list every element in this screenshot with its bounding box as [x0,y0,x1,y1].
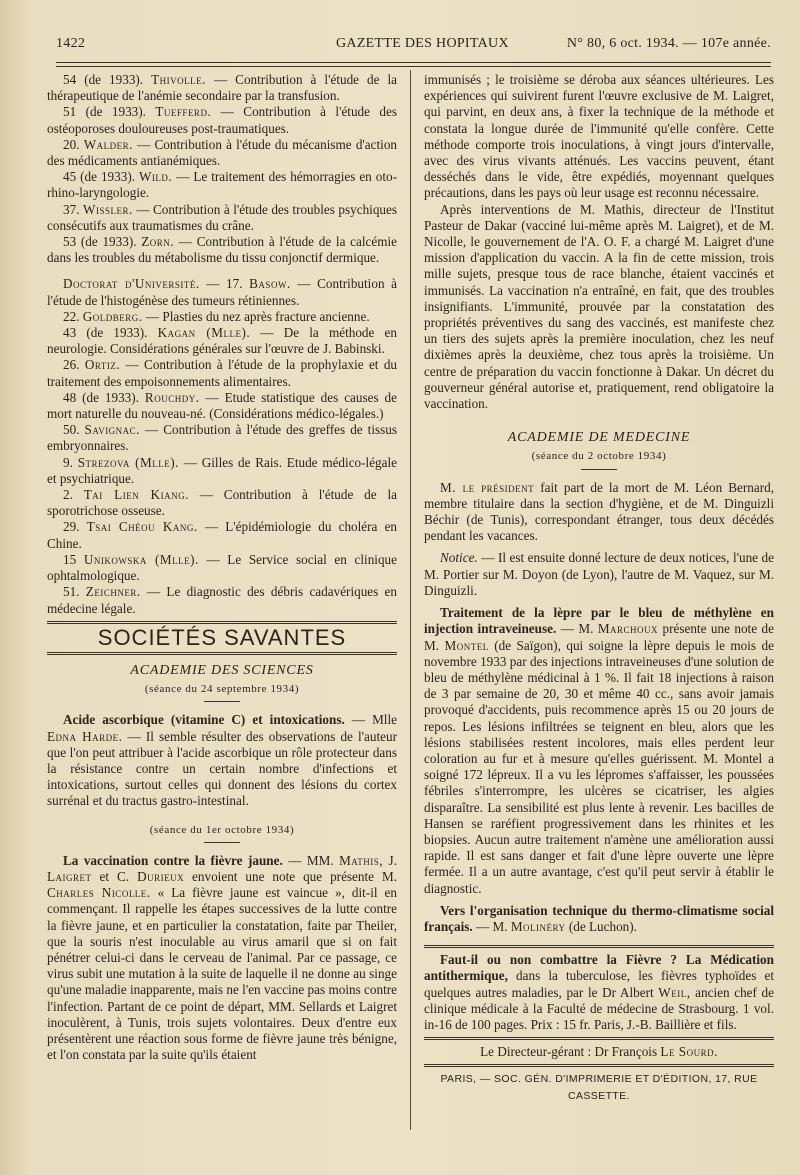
thesis-entry: 51 (de 1933). Tuefferd. — Contribution à l'étude des ostéoporoses douloureuses post-traumatiques. [47,104,398,136]
thesis-entry: 54 (de 1933). Thivolle. — Contribution à l'étude de la thérapeutique de l'anémie secondaire par la transfusion. [47,72,397,104]
section-rule [424,945,774,948]
thesis-entry: 53 (de 1933). Zorn. — Contribution à l'étude de la calcémie dans les troubles du métabolisme du tissu conjonctif dermique. [47,234,397,266]
thesis-list [47,72,397,266]
session-date: (séance du 1er octobre 1934) [149,823,295,836]
thesis-entry: Doctorat d'Université. — 17. Basow. — Contribution à l'étude de l'histogénèse des tumeurs rétiniennes. [47,276,397,308]
article-title: La vaccination contre la fièvre jaune. [63,852,283,868]
thesis-entry: 20. Walder. — Contribution à l'étude du mécanisme d'action des médicaments antianémiques. [47,136,398,169]
article-vaccination-cont: immunisés ; le troisième se déroba aux séances ultérieures. Les expériences qui suivirent furent l'œuvre exclusive de M. Laigret, qui parvint, en deux ans, à fixer la technique de la méthode et constata la longue durée de l'immunité qu'elle confère. Cette méthode comporte trois inoculations, à vingt jours d'intervalle, avec des virus vivants atténués. Les vaccins peuvent, étant desséchés dans le vide, être expédiés, moyennant quelques précautions, dans les pays où leur usage est reconnu nécessaire. [424,72,774,201]
doctorat-label: Doctorat d'Université. [63,276,200,292]
session-date: (séance du 2 octobre 1934) [531,450,667,463]
thesis-entry: 26. Ortiz. — Contribution à l'étude de la prophylaxie et du traitement des empoisonnements alimentaires. [47,357,398,389]
journal-title: GAZETTE DES HOPITAUX [336,36,509,51]
short-rule [581,469,617,470]
section-rule [424,1037,774,1040]
section-title: SOCIÉTÉS SAVANTES [97,624,347,650]
article-acide: Acide ascorbique (vitamine C) et intoxications. — Mlle Edna Harde. — Il semble résulter des observations de l'auteur que l'on peut attribuer à l'acide ascorbique un rôle protecteur dans la résistance contre un certain nombre d'infections et intoxications, surtout celles qui donnent des lésions du cortex surrénal et du tractus gastro-intestinal. [47,712,397,809]
thesis-entry: 2. Tai Lien Kiang. — Contribution à l'étude de la sporotrichose osseuse. [47,487,397,519]
doctorat-list [47,276,397,616]
thesis-entry: 22. Goldberg. — Plasties du nez après fracture ancienne. [63,308,370,324]
article-title: Traitement de la lèpre par le bleu de méthylène en injection intraveineuse. [424,605,774,637]
thesis-entry: 50. Savignac. — Contribution à l'étude des greffes de tissus embryonnaires. [47,422,397,454]
academy-heading: ACADEMIE DES SCIENCES [130,662,314,678]
short-rule [204,701,240,702]
section-rule [47,652,397,655]
header-rule-2 [56,66,771,67]
article-lepre: Traitement de la lèpre par le bleu de méthylène en injection intraveineuse. — M. Marchoux présente une note de M. Montel (de Saïgon), qui soigne la lèpre depuis le mois de novembre 1933 par des injections intraveineuses d'une solution de bleu de méthylène médicinal à 1 %. Il fait 18 injections à raison de 3 par semaine de 20, 30 et même 40 cc., sans avoir jamais provoqué d'accidents, puis recommence après 15 ou 20 jours de repos. Les lésions infiltrées se teignent en bleu, alors que les lésions stabilisées restent incolores, mais elles perdent leur coloration au fur et à mesure qu'elles guérissent. M. Montel a soigné 172 lépreux. Il a vu les lépromes s'affaisser, les poussées fébriles s'interrompre, les ulcères se cicatriser, les algies disparaître. La sensibilité est plus lente à revenir. Les bacilles de Hansen se raréfient progressivement dans les rhinites et les biopsies. Aucun autre traitement n'amène une amélioration aussi rapide. Il est sans danger et fait d'une lèpre ouverte une lèpre fermée. Il a un autre avantage, c'est qu'il peut servir à établir le diagnostic. [424,605,774,896]
article-vaccination: La vaccination contre la fièvre jaune. — MM. Mathis, J. Laigret et C. Durieux envoient une note que présente M. Charles Nicolle. « La fièvre jaune est vaincue », dit-il en commençant. Il rappelle les étapes successives de la lutte contre la fièvre jaune, et en particulier la constatation, faite par Theiler, que la souris n'est inoculable au virus amaril que si on fait pénétrer celui-ci dans le cerveau de l'animal. Par ce passage, ce virus subit une mutation à la suite de laquelle il ne donne au singe qu'une maladie inapparente, mais ne l'en vaccine pas moins contre l'infection. Partant de ce point de départ, MM. Sellards et Laigret inoculèrent, à Tunis, trois sujets volontaires. Deux d'entre eux présentèrent une réaction sous forme de fièvre jaune très bénigne, et l'on constata par la suite qu'ils étaient [47,852,397,1063]
book-notice: Faut-il ou non combattre la Fièvre ? La Médication antithermique, dans la tuberculose, les fièvres typhoïdes et quelques autres maladies, par le Dr Albert Weil, ancien chef de clinique médicale à la Faculté de médecine de Strasbourg. 1 vol. in-16 de 100 pages. Prix : 15 fr. Paris, J.-B. Baillière et fils. [424,952,774,1032]
page-number: 1422 [56,36,86,51]
thesis-entry: 29. Tsai Chéou Kang. — L'épidémiologie du choléra en Chine. [47,519,398,551]
article-notice: Notice. — Il est ensuite donné lecture de deux notices, l'une de M. Portier sur M. Doyon (de Lyon), l'autre de M. Vaquez, sur M. Dinguizli. [424,550,774,598]
academy-heading: ACADEMIE DE MEDECINE [507,430,691,446]
left-column [47,72,397,1063]
article-title: Acide ascorbique (vitamine C) et intoxications. [63,712,345,728]
page-header [56,36,771,58]
director-line: Le Directeur-gérant : Dr François Le Sourd. [480,1044,718,1060]
article-vaccination-p2: Après interventions de M. Mathis, directeur de l'Institut Pasteur de Dakar (vacciné lui-même après M. Laigret), et de M. Nicolle, le gouvernement de l'A. O. F. a chargé M. Laigret d'une mission d'application du vaccin. A la fin de cette mission, trois mille sujets, presque tous de race blanche, étaient vaccinés et immunisés. La vaccination n'a entraîné, en fait, que des troubles insignifiants. L'immunité, prouvée par la constatation des propriétés préventives du sang des vaccinés, est manifeste chez un tiers des sujets après la première inoculation, chez les neuf dixièmes après la deuxième, chez tous après la troisième. Un centre de préparation du vaccin fonctionne à Dakar. Un décret du gouverneur général autorise et, pratiquement, rend obligatoire la vaccination. [424,201,774,412]
thesis-entry: 9. Strezova (Mlle). — Gilles de Rais. Etude médico-légale et psychiatrique. [47,454,398,486]
article-thermo: Vers l'organisation technique du thermo-climatisme social français. — M. Molinéry (de Luchon). [424,902,774,934]
article-title: Vers l'organisation technique du thermo-climatisme social français. [424,902,774,934]
imprint-line: PARIS, — SOC. GÉN. D'IMPRIMERIE ET D'ÉDITION, 17, RUE CASSETTE. [440,1073,758,1102]
thesis-entry: 51. Zeichner. — Le diagnostic des débris cadavériques en médecine légale. [47,584,398,616]
short-rule [204,842,240,843]
thesis-entry: 45 (de 1933). Wild. — Le traitement des hémorragies en oto-rhino-laryngologie. [47,169,397,201]
thesis-entry: 43 (de 1933). Kagan (Mlle). — De la méthode en neurologie. Considérations générales sur l'œuvre de J. Babinski. [47,325,397,357]
thesis-entry: 15 Unikowska (Mlle). — Le Service social en clinique ophtalmologique. [47,551,398,584]
header-rule [56,62,771,63]
right-column [424,72,774,1104]
column-divider [410,70,411,1130]
issue-info: N° 80, 6 oct. 1934. — 107e année. [566,36,771,51]
session-date: (séance du 24 septembre 1934) [144,683,300,696]
thesis-entry: 48 (de 1933). Rouchdy. — Etude statistique des causes de mort naturelle du nouveau-né. (Considérations médico-légales.) [47,389,397,422]
section-rule [424,1064,774,1067]
article-president: M. le président fait part de la mort de M. Léon Bernard, membre titulaire dans la section d'hygiène, et de M. Dinguizli Béchir (de Tunis), correspondant étranger, tous deux décédés pendant les vacances. [424,479,774,544]
thesis-entry: 37. Wissler. — Contribution à l'étude des troubles psychiques consécutifs aux traumatismes du crâne. [47,201,398,233]
book-title: Faut-il ou non combattre la Fièvre ? La Médication antithermique, [424,952,774,984]
section-rule [47,621,397,624]
